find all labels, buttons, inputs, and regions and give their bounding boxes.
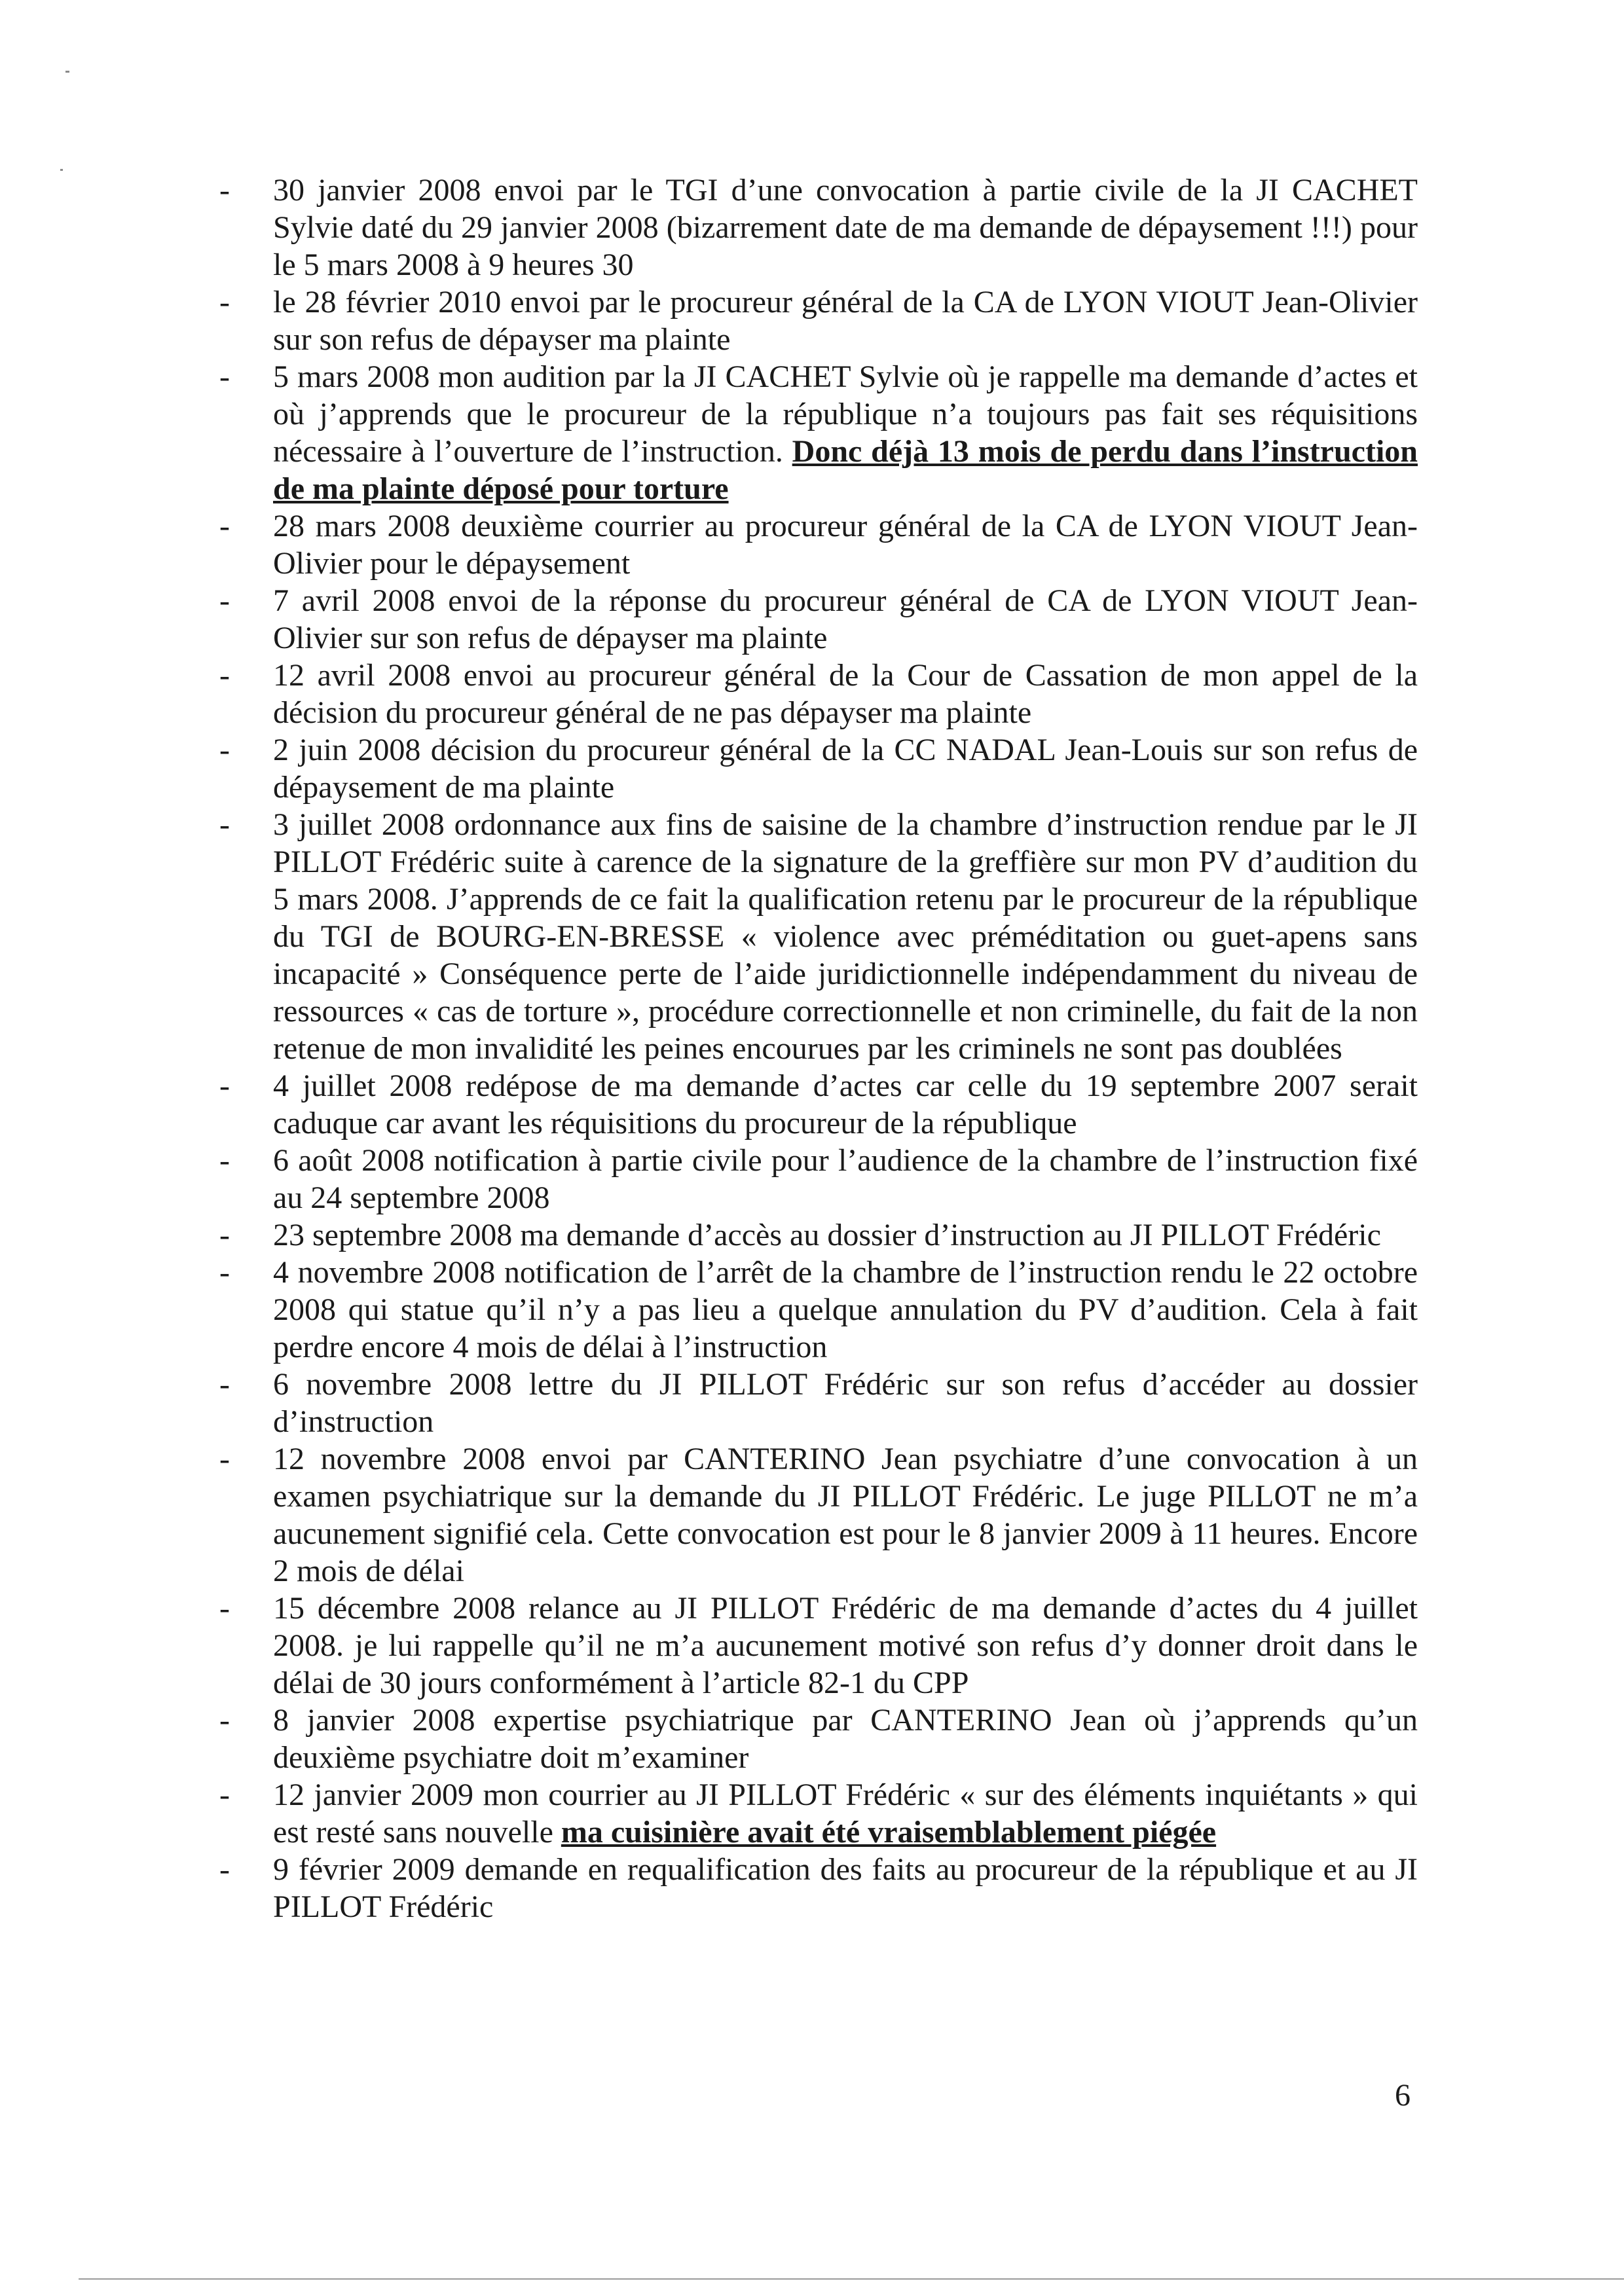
list-item <box>219 172 1418 283</box>
list-item <box>219 1590 1418 1702</box>
entry-text: 9 février 2009 demande en requalification des faits au procureur de la république et au JI PILLOT Frédéric <box>273 1852 1418 1924</box>
bullet-dash: - <box>219 1367 230 1402</box>
entry-text: 15 décembre 2008 relance au JI PILLOT Frédéric de ma demande d’actes du 4 juillet 2008. je lui rappelle qu’il ne m’a aucunement motivé son refus d’y donner droit dans le délai de 30 jours conformément à l’article 82-1 du CPP <box>273 1591 1418 1700</box>
bullet-dash: - <box>219 173 230 208</box>
list-item <box>219 358 1418 507</box>
entry-text: 30 janvier 2008 envoi par le TGI d’une convocation à partie civile de la JI CACHET Sylvie daté du 29 janvier 2008 (bizarrement date de ma demande de dépaysement !!!) pour le 5 mars 2008 à 9 heures 30 <box>273 173 1418 282</box>
list-item <box>219 1702 1418 1776</box>
bullet-dash: - <box>219 807 230 842</box>
bullet-dash: - <box>219 583 230 618</box>
entry-emphasis: ma cuisinière avait été vraisemblablement piégée <box>561 1815 1217 1850</box>
list-item <box>219 657 1418 731</box>
entry-text: le 28 février 2010 envoi par le procureur général de la CA de LYON VIOUT Jean-Olivier sur son refus de dépayser ma plainte <box>273 285 1418 357</box>
bullet-dash: - <box>219 1143 230 1178</box>
list-item <box>219 1142 1418 1216</box>
list-item <box>219 1254 1418 1366</box>
bullet-dash: - <box>219 1591 230 1626</box>
entry-text: 5 mars 2008 mon audition par la JI CACHET Sylvie où je rappelle ma demande d’actes et où j’apprends que le procureur de la république n’a toujours pas fait ses réquisitions nécessaire à l’ouverture de l’instruction. <box>273 359 1418 469</box>
entry-text: 12 avril 2008 envoi au procureur général de la Cour de Cassation de mon appel de la décision du procureur général de ne pas dépayser ma plainte <box>273 658 1418 730</box>
bullet-dash: - <box>219 509 230 543</box>
bullet-dash: - <box>219 733 230 767</box>
entry-text: 7 avril 2008 envoi de la réponse du procureur général de CA de LYON VIOUT Jean-Olivier sur son refus de dépayser ma plainte <box>273 583 1418 655</box>
entry-text: 8 janvier 2008 expertise psychiatrique par CANTERINO Jean où j’apprends qu’un deuxième psychiatre doit m’examiner <box>273 1703 1418 1775</box>
entry-text: 4 novembre 2008 notification de l’arrêt de la chambre de l’instruction rendu le 22 octobre 2008 qui statue qu’il n’y a pas lieu a quelque annulation du PV d’audition. Cela à fait perdre encore 4 mois de délai à l’instruction <box>273 1255 1418 1364</box>
entry-text: 3 juillet 2008 ordonnance aux fins de saisine de la chambre d’instruction rendue par le JI PILLOT Frédéric suite à carence de la signature de la greffière sur mon PV d’audition du 5 mars 2008. J’apprends de ce fait la qualification retenu par le procureur de la république du TGI de BOURG-EN-BRESSE « violence avec préméditation ou guet-apens sans incapacité » Conséquence perte de l’aide juridictionnelle indépendamment du niveau de ressources « cas de torture », procédure correctionnelle et non criminelle, du fait de la non retenue de mon invalidité les peines encourues par les criminels ne sont pas doublées <box>273 807 1418 1066</box>
entry-text: 2 juin 2008 décision du procureur général de la CC NADAL Jean-Louis sur son refus de dépaysement de ma plainte <box>273 733 1418 805</box>
list-item <box>219 731 1418 806</box>
bullet-dash: - <box>219 359 230 394</box>
bullet-dash: - <box>219 1068 230 1103</box>
list-item <box>219 806 1418 1067</box>
list-item <box>219 582 1418 657</box>
bullet-dash: - <box>219 1852 230 1887</box>
scan-speck <box>60 169 63 171</box>
entry-text: 6 août 2008 notification à partie civile pour l’audience de la chambre de l’instruction fixé au 24 septembre 2008 <box>273 1143 1418 1215</box>
list-item <box>219 1216 1418 1254</box>
bullet-dash: - <box>219 658 230 693</box>
list-item <box>219 1440 1418 1590</box>
entry-text: 28 mars 2008 deuxième courrier au procureur général de la CA de LYON VIOUT Jean-Olivier pour le dépaysement <box>273 509 1418 581</box>
entry-text: 4 juillet 2008 redépose de ma demande d’actes car celle du 19 septembre 2007 serait caduque car avant les réquisitions du procureur de la république <box>273 1068 1418 1140</box>
entry-text: 12 janvier 2009 mon courrier au JI PILLOT Frédéric « sur des éléments inquiétants » qui est resté sans nouvelle <box>273 1777 1418 1850</box>
bullet-dash: - <box>219 1442 230 1476</box>
bullet-dash: - <box>219 1777 230 1812</box>
scan-speck <box>65 71 69 73</box>
bullet-dash: - <box>219 1255 230 1290</box>
list-item <box>219 507 1418 582</box>
list-item <box>219 1067 1418 1142</box>
scan-edge-line <box>79 2278 1624 2280</box>
list-item <box>219 283 1418 358</box>
chronology-list <box>219 172 1418 1925</box>
list-item <box>219 1366 1418 1440</box>
entry-text: 6 novembre 2008 lettre du JI PILLOT Frédéric sur son refus d’accéder au dossier d’instruction <box>273 1367 1418 1439</box>
entry-text: 12 novembre 2008 envoi par CANTERINO Jean psychiatre d’une convocation à un examen psychiatrique sur la demande du JI PILLOT Frédéric. Le juge PILLOT ne m’a aucunement signifié cela. Cette convocation est pour le 8 janvier 2009 à 11 heures. Encore 2 mois de délai <box>273 1442 1418 1588</box>
bullet-dash: - <box>219 1703 230 1738</box>
bullet-dash: - <box>219 285 230 319</box>
entry-text: 23 septembre 2008 ma demande d’accès au dossier d’instruction au JI PILLOT Frédéric <box>273 1218 1381 1252</box>
page-number: 6 <box>1395 2078 1411 2113</box>
entry-emphasis: Donc déjà 13 mois de perdu dans l’instruction de ma plainte déposé pour torture <box>273 434 1418 506</box>
list-item <box>219 1851 1418 1925</box>
list-item <box>219 1776 1418 1851</box>
bullet-dash: - <box>219 1218 230 1252</box>
